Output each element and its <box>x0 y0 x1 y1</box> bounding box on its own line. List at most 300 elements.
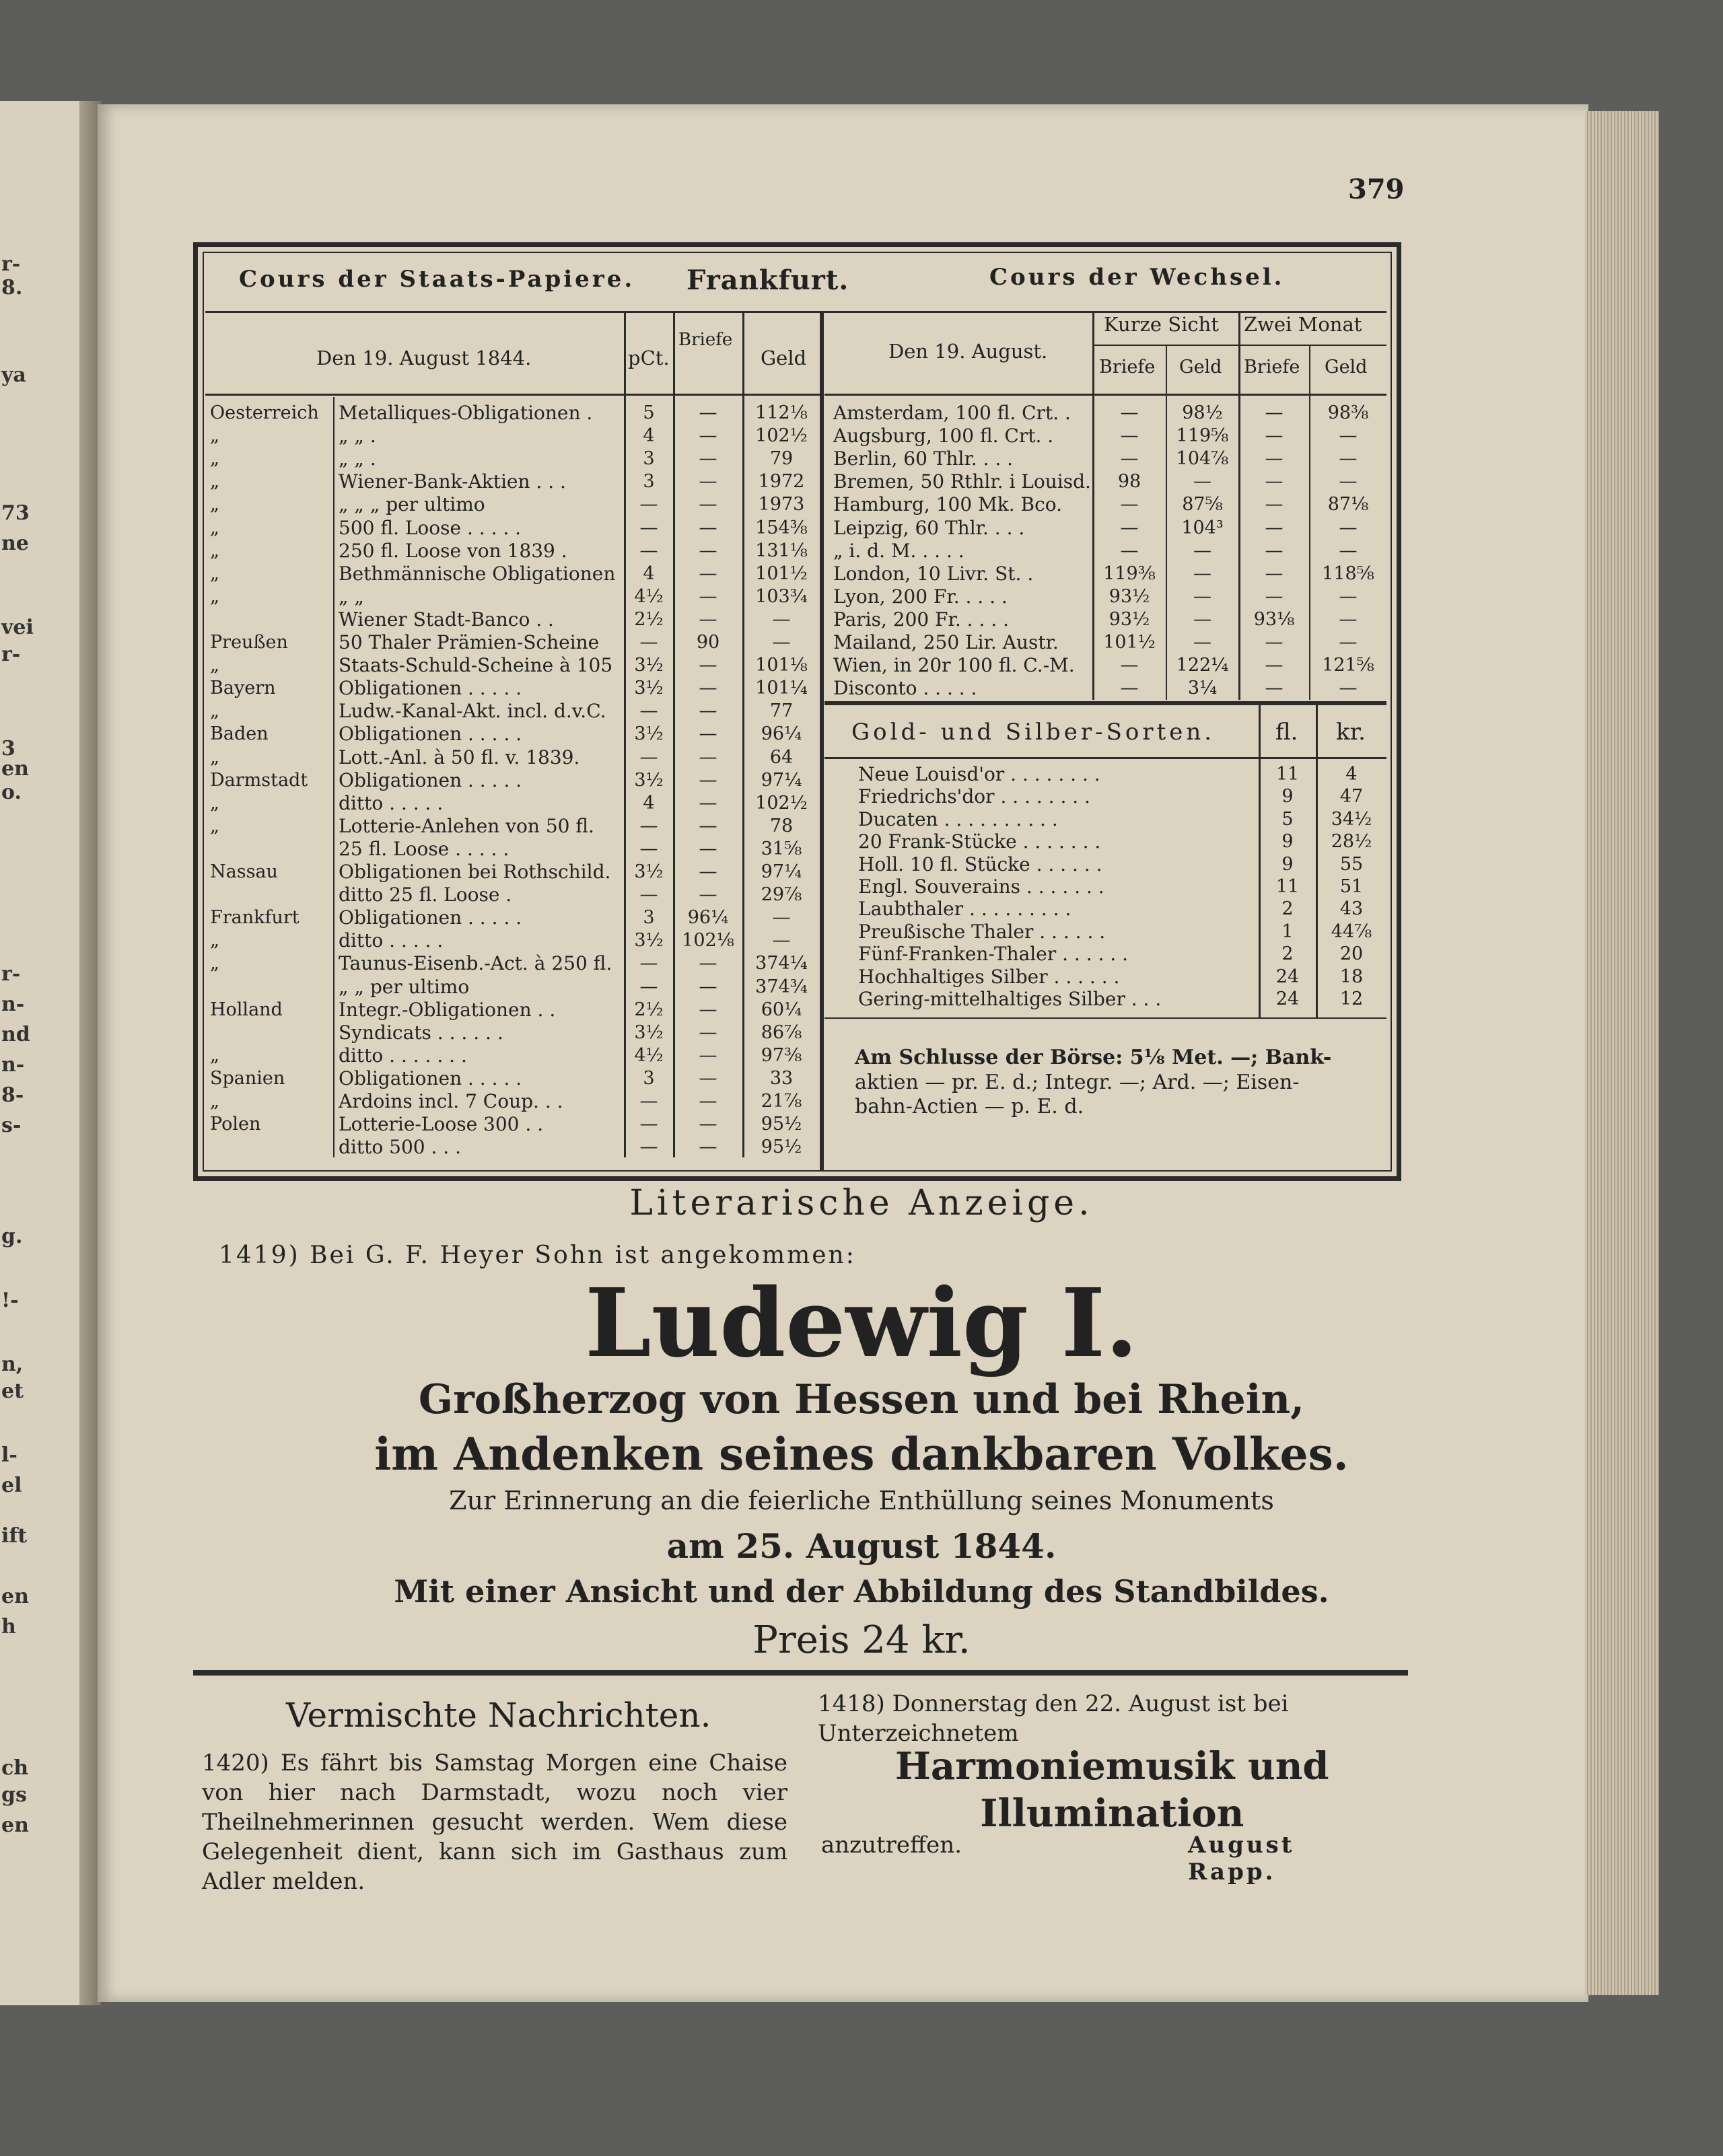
wechsel-kurze-geld-value: 104⅞ <box>1176 448 1229 469</box>
wechsel-zwei-briefe-value: — <box>1265 517 1284 538</box>
staats-col-geld: Geld <box>761 347 807 369</box>
sorten-name: Holl. 10 fl. Stücke . . . . . . <box>858 853 1102 875</box>
wechsel-zwei-briefe-value: — <box>1265 402 1284 423</box>
staats-name: Wiener-Bank-Aktien . . . <box>339 470 566 493</box>
wechsel-zwei-geld-value: — <box>1339 586 1358 607</box>
sorten-bottom-rule <box>824 1017 1386 1019</box>
sorten-col-kr: kr. <box>1336 719 1366 746</box>
wechsel-zwei-geld-value: 98⅜ <box>1327 402 1369 423</box>
table-divider <box>820 313 824 1171</box>
staats-name: Staats-Schuld-Scheine à 105 <box>339 654 613 676</box>
staats-briefe: — <box>699 976 717 997</box>
staats-pct: 3½ <box>634 861 664 882</box>
margin-fragment: l- <box>1 1443 17 1467</box>
staats-briefe: — <box>699 563 717 584</box>
staats-briefe: — <box>699 678 717 698</box>
wechsel-place: London, 10 Livr. St. . <box>833 563 1034 585</box>
margin-fragment: o. <box>1 781 22 804</box>
staats-country: Preußen <box>210 632 288 653</box>
staats-briefe: — <box>699 425 717 446</box>
staats-briefe: — <box>699 1091 717 1112</box>
margin-fragment: 3 <box>1 737 15 760</box>
staats-briefe: — <box>699 953 717 974</box>
sorten-fl: 24 <box>1275 966 1300 987</box>
staats-name: 50 Thaler Prämien-Scheine <box>339 631 600 653</box>
wechsel-kurze-geld-value: — <box>1193 471 1211 492</box>
ludewig-title: Ludewig I. <box>585 1268 1138 1379</box>
sorten-fl: 5 <box>1281 809 1294 830</box>
staats-geld: 112⅛ <box>755 402 808 423</box>
sorten-title: Gold- und Silber-Sorten. <box>851 719 1216 746</box>
staats-briefe: — <box>699 770 717 791</box>
staats-briefe: — <box>699 700 717 721</box>
staats-geld: 86⅞ <box>761 1022 802 1043</box>
wechsel-place: „ i. d. M. . . . . <box>833 540 964 562</box>
staats-briefe: — <box>699 609 717 630</box>
staats-briefe: — <box>699 402 717 423</box>
staats-country: Polen <box>210 1114 261 1135</box>
staats-name: Ludw.-Kanal-Akt. incl. d.v.C. <box>339 700 606 722</box>
announcement-signature: August Rapp. <box>1188 1832 1295 1885</box>
wechsel-zwei-briefe-value: — <box>1265 655 1284 676</box>
staats-briefe: — <box>699 816 717 836</box>
wechsel-zwei-briefe: Briefe <box>1244 357 1300 378</box>
staats-geld: 77 <box>769 700 794 721</box>
sorten-name: Preußische Thaler . . . . . . <box>858 921 1106 943</box>
staats-pct: 4½ <box>634 1045 664 1066</box>
staats-briefe: — <box>699 1022 717 1043</box>
staats-name: Ardoins incl. 7 Coup. . . <box>339 1090 563 1112</box>
staats-geld: — <box>772 930 791 951</box>
wechsel-zwei-geld-value: — <box>1339 540 1358 561</box>
staats-briefe: — <box>699 1137 717 1157</box>
staats-name: Obligationen . . . . . <box>339 906 522 929</box>
margin-fragment: en <box>1 1585 29 1608</box>
ludewig-subtitle-1: Großherzog von Hessen und bei Rhein, <box>418 1376 1305 1423</box>
staats-pct: 4 <box>643 563 655 584</box>
staats-geld: 79 <box>769 448 794 469</box>
staats-name: ditto . . . . . . . <box>339 1044 467 1067</box>
staats-pct: — <box>639 494 658 515</box>
staats-geld: 21⅞ <box>761 1091 802 1112</box>
literarische-line: 1419) Bei G. F. Heyer Sohn ist angekommen: <box>219 1242 856 1269</box>
sorten-name: Engl. Souverains . . . . . . . <box>858 875 1104 898</box>
wechsel-place: Augsburg, 100 fl. Crt. . <box>833 425 1054 447</box>
staats-pct: 4 <box>643 425 655 446</box>
sorten-kr: 55 <box>1339 854 1364 875</box>
staats-pct: 2½ <box>634 609 664 630</box>
staats-pct: — <box>639 838 658 859</box>
wechsel-place: Hamburg, 100 Mk. Bco. <box>833 493 1063 515</box>
ludewig-subtitle-2: im Andenken seines dankbaren Volkes. <box>374 1428 1349 1480</box>
staats-name: ditto 500 . . . <box>339 1136 461 1158</box>
wechsel-zwei-geld-value: 118⅝ <box>1322 563 1374 584</box>
staats-briefe: — <box>699 793 717 814</box>
staats-name: „ „ . <box>339 447 376 470</box>
staats-country: „ <box>210 540 219 561</box>
staats-pct: — <box>639 1091 658 1112</box>
margin-fragment: n, <box>1 1353 24 1376</box>
staats-name: 500 fl. Loose . . . . . <box>339 517 522 539</box>
margin-fragment: g. <box>1 1225 23 1248</box>
wechsel-kurze-briefe-value: — <box>1120 517 1139 538</box>
sorten-name: Neue Louisd'or . . . . . . . . <box>858 763 1100 785</box>
wechsel-kurze-geld-value: 122¼ <box>1176 655 1229 676</box>
wechsel-kurze-geld-value: — <box>1193 540 1211 561</box>
staats-pct: 4½ <box>634 586 664 607</box>
sorten-name: Ducaten . . . . . . . . . . <box>858 808 1058 830</box>
staats-pct: — <box>639 700 658 721</box>
sorten-fl: 1 <box>1281 921 1294 942</box>
staats-country: „ <box>210 700 219 721</box>
schluss-line-2: aktien — pr. E. d.; Integr. —; Ard. —; Eisen- <box>855 1071 1300 1094</box>
margin-fragment: nd <box>1 1023 30 1046</box>
wechsel-kurze-geld-value: 104³ <box>1181 517 1224 538</box>
margin-fragment: ya <box>1 363 26 387</box>
staats-pct: 3½ <box>634 770 664 791</box>
sorten-top-rule <box>824 701 1386 705</box>
wechsel-head-rule <box>824 394 1386 396</box>
staats-head-rule <box>205 394 823 396</box>
wechsel-zwei-geld-value: — <box>1339 517 1358 538</box>
staats-country: „ <box>210 655 219 676</box>
staats-name: 25 fl. Loose . . . . . <box>339 838 509 860</box>
wechsel-zwei-briefe-value: — <box>1265 425 1284 446</box>
wechsel-place: Mailand, 250 Lir. Austr. <box>833 631 1059 653</box>
sorten-kr: 51 <box>1339 876 1364 897</box>
sorten-name: Fünf-Franken-Thaler . . . . . . <box>858 943 1129 965</box>
staats-country: Bayern <box>210 678 276 698</box>
staats-briefe: 90 <box>696 632 720 653</box>
staats-geld: 374¼ <box>755 953 808 974</box>
section-rule <box>193 1670 1408 1676</box>
staats-country: „ <box>210 494 219 515</box>
staats-briefe: — <box>699 838 717 859</box>
staats-geld: 95½ <box>761 1114 802 1135</box>
wechsel-place: Paris, 200 Fr. . . . . <box>833 608 1009 631</box>
staats-country: Spanien <box>210 1068 285 1089</box>
wechsel-kurze-briefe-value: — <box>1120 655 1139 676</box>
wechsel-kurze-sicht: Kurze Sicht <box>1104 313 1219 336</box>
wechsel-kurze-geld-value: — <box>1193 609 1211 630</box>
wechsel-kurze-geld-value: 98½ <box>1182 402 1223 423</box>
sorten-name: Friedrichs'dor . . . . . . . . <box>858 785 1090 807</box>
staats-name: Taunus-Eisenb.-Act. à 250 fl. <box>339 952 612 974</box>
ludewig-date: am 25. August 1844. <box>666 1526 1057 1566</box>
staats-name: Lott.-Anl. à 50 fl. v. 1839. <box>339 746 580 768</box>
staats-geld: 95½ <box>761 1137 802 1157</box>
sorten-kr: 44⅞ <box>1331 921 1372 942</box>
staats-country: „ <box>210 586 219 607</box>
staats-date-header: Den 19. August 1844. <box>316 347 532 369</box>
staats-pct: 3½ <box>634 723 664 744</box>
staats-name: ditto . . . . . <box>339 929 444 951</box>
staats-name: ditto 25 fl. Loose . <box>339 884 512 906</box>
staats-geld: 101¼ <box>755 678 808 698</box>
staats-geld: 102½ <box>755 425 808 446</box>
staats-pct: — <box>639 976 658 997</box>
announcement-tail-text: anzutreffen. <box>821 1832 962 1859</box>
wechsel-zwei-geld-value: — <box>1339 448 1358 469</box>
wechsel-kurze-geld-value: 87⅝ <box>1182 494 1223 515</box>
staats-country: „ <box>210 1045 219 1066</box>
margin-fragment: h <box>1 1615 16 1639</box>
wechsel-zwei-geld-value: — <box>1339 425 1358 446</box>
wechsel-zwei-geld: Geld <box>1325 357 1368 378</box>
header-staats: Cours der Staats-Papiere. <box>239 266 635 293</box>
staats-pct: — <box>639 884 658 905</box>
wechsel-place: Berlin, 60 Thlr. . . . <box>833 447 1014 470</box>
announcement-tail <box>821 1832 1373 1885</box>
wechsel-zwei-geld-value: — <box>1339 678 1358 698</box>
staats-geld: 96¼ <box>761 723 802 744</box>
staats-country: „ <box>210 793 219 814</box>
staats-pct: — <box>639 747 658 768</box>
staats-geld: 97¼ <box>761 770 802 791</box>
staats-geld: 64 <box>769 747 794 768</box>
sorten-name: 20 Frank-Stücke . . . . . . . <box>858 830 1101 853</box>
wechsel-place: Bremen, 50 Rthlr. i Louisd. <box>833 470 1091 493</box>
staats-country: Oesterreich <box>210 402 319 423</box>
wechsel-kurze-briefe-value: — <box>1120 448 1139 469</box>
margin-fragment: 8. <box>1 276 23 299</box>
staats-name: Integr.-Obligationen . . <box>339 999 556 1021</box>
staats-name: „ „ per ultimo <box>339 976 470 998</box>
staats-briefe: — <box>699 999 717 1020</box>
wechsel-zwei-geld-value: — <box>1339 632 1358 653</box>
wechsel-kurze-briefe-value: 119⅜ <box>1103 563 1156 584</box>
staats-name: Bethmännische Obligationen <box>339 563 616 585</box>
staats-name: Obligationen bei Rothschild. <box>339 861 611 883</box>
staats-briefe: — <box>699 540 717 561</box>
margin-fragment: n- <box>1 1053 25 1077</box>
staats-col-pct: pCt. <box>628 347 670 369</box>
staats-geld: — <box>772 609 791 630</box>
staats-country: Darmstadt <box>210 770 308 791</box>
staats-country: „ <box>210 517 219 538</box>
wechsel-zwei-briefe-value: — <box>1265 471 1284 492</box>
staats-pct: 3½ <box>634 655 664 676</box>
sorten-kr: 20 <box>1339 943 1364 964</box>
wechsel-zwei-briefe-value: — <box>1265 632 1284 653</box>
staats-geld: 374¾ <box>755 976 808 997</box>
staats-geld: — <box>772 632 791 653</box>
sorten-kr: 4 <box>1345 764 1358 785</box>
staats-briefe: — <box>699 517 717 538</box>
staats-name: Obligationen . . . . . <box>339 677 522 699</box>
sorten-name: Hochhaltiges Silber . . . . . . <box>858 966 1120 988</box>
staats-country: Nassau <box>210 861 278 882</box>
ludewig-subtitle-5: Mit einer Ansicht und der Abbildung des Standbildes. <box>394 1573 1329 1610</box>
staats-geld: 29⅞ <box>761 884 802 905</box>
sorten-head-rule <box>824 757 1386 759</box>
sorten-kr: 43 <box>1339 898 1364 919</box>
wechsel-col-sep-4 <box>1309 345 1310 700</box>
margin-fragment: ch <box>1 1756 29 1780</box>
margin-fragment: ne <box>1 532 29 555</box>
staats-briefe: — <box>699 1045 717 1066</box>
sorten-name: Gering-mittelhaltiges Silber . . . <box>858 988 1162 1010</box>
vermischte-title: Vermischte Nachrichten. <box>286 1696 711 1735</box>
wechsel-zwei-briefe-value: — <box>1265 586 1284 607</box>
wechsel-kurze-geld-value: 3¼ <box>1187 678 1218 698</box>
sorten-fl: 11 <box>1275 876 1300 897</box>
wechsel-place: Wien, in 20r 100 fl. C.-M. <box>833 654 1075 676</box>
wechsel-zwei-geld-value: 121⅝ <box>1322 655 1374 676</box>
staats-geld: 101⅛ <box>755 655 808 676</box>
staats-pct: — <box>639 517 658 538</box>
wechsel-kurze-geld-value: 119⅝ <box>1176 425 1229 446</box>
wechsel-kurze-briefe: Briefe <box>1099 357 1156 378</box>
literarische-title: Literarische Anzeige. <box>629 1183 1094 1223</box>
sorten-fl: 9 <box>1281 786 1294 807</box>
schluss-line-1: Am Schlusse der Börse: 5⅛ Met. —; Bank- <box>855 1046 1332 1069</box>
staats-country: „ <box>210 448 219 469</box>
staats-pct: — <box>639 953 658 974</box>
staats-geld: 103¾ <box>755 586 808 607</box>
wechsel-zwei-briefe-value: — <box>1265 540 1284 561</box>
announcement-intro: 1418) Donnerstag den 22. August ist bei Unterzeichnetem <box>818 1690 1289 1747</box>
sorten-fl: 24 <box>1275 989 1300 1009</box>
sorten-fl: 2 <box>1281 898 1294 919</box>
sorten-kr: 28½ <box>1331 831 1372 852</box>
wechsel-kurze-briefe-value: — <box>1120 425 1139 446</box>
staats-pct: 4 <box>643 793 655 814</box>
wechsel-place: Lyon, 200 Fr. . . . . <box>833 585 1008 608</box>
staats-briefe: — <box>699 1068 717 1089</box>
header-frankfurt: Frankfurt. <box>687 264 849 296</box>
wechsel-kurze-geld: Geld <box>1179 357 1222 378</box>
wechsel-zwei-geld-value: — <box>1339 609 1358 630</box>
staats-pct: 3 <box>643 448 655 469</box>
schluss-line-3: bahn-Actien — p. E. d. <box>855 1095 1084 1118</box>
staats-pct: 3½ <box>634 1022 664 1043</box>
staats-pct: — <box>639 540 658 561</box>
staats-geld: 101½ <box>755 563 808 584</box>
staats-briefe: — <box>699 494 717 515</box>
margin-fragment: r- <box>1 962 21 986</box>
wechsel-col-sep-2 <box>1166 345 1167 700</box>
staats-country: „ <box>210 930 219 951</box>
margin-fragment: en <box>1 1813 29 1837</box>
staats-pct: 3 <box>643 907 655 928</box>
wechsel-place: Leipzig, 60 Thlr. . . . <box>833 517 1025 539</box>
margin-fragment: 8- <box>1 1083 24 1107</box>
staats-pct: — <box>639 1137 658 1157</box>
margin-fragment: r- <box>1 643 21 666</box>
staats-geld: 131⅛ <box>755 540 808 561</box>
ludewig-price: Preis 24 kr. <box>752 1618 971 1662</box>
staats-name: Obligationen . . . . . <box>339 723 522 745</box>
staats-name: Wiener Stadt-Banco . . <box>339 608 554 631</box>
sorten-kr: 12 <box>1339 989 1364 1009</box>
sorten-kr: 34½ <box>1331 809 1372 830</box>
staats-geld: 154⅜ <box>755 517 808 538</box>
staats-geld: 1973 <box>758 494 805 515</box>
staats-name: Lotterie-Anlehen von 50 fl. <box>339 815 594 837</box>
wechsel-zwei-monat: Zwei Monat <box>1244 313 1362 336</box>
sorten-fl: 9 <box>1281 854 1294 875</box>
staats-pct: — <box>639 816 658 836</box>
sorten-col-fl: fl. <box>1275 719 1298 746</box>
wechsel-zwei-briefe-value: — <box>1265 563 1284 584</box>
staats-briefe: — <box>699 861 717 882</box>
staats-pct: 3 <box>643 471 655 492</box>
staats-country: „ <box>210 953 219 974</box>
staats-country: „ <box>210 747 219 768</box>
staats-briefe: — <box>699 723 717 744</box>
wechsel-zwei-geld-value: 87⅛ <box>1327 494 1369 515</box>
margin-fragment: n- <box>1 993 25 1016</box>
wechsel-kurze-briefe-value: — <box>1120 678 1139 698</box>
staats-geld: 33 <box>769 1068 794 1089</box>
staats-pct: 3 <box>643 1068 655 1089</box>
wechsel-kurze-briefe-value: — <box>1120 540 1139 561</box>
wechsel-date-header: Den 19. August. <box>888 340 1048 363</box>
staats-country: „ <box>210 425 219 446</box>
sorten-fl: 2 <box>1281 943 1294 964</box>
staats-briefe: — <box>699 471 717 492</box>
announcement-headline: Harmoniemusik und Illumination <box>895 1744 1329 1836</box>
wechsel-zwei-briefe-value: — <box>1265 678 1284 698</box>
staats-geld: 97¼ <box>761 861 802 882</box>
staats-country: „ <box>210 816 219 836</box>
wechsel-zwei-briefe-value: — <box>1265 448 1284 469</box>
staats-name: Obligationen . . . . . <box>339 769 522 791</box>
sorten-name: Laubthaler . . . . . . . . . <box>858 898 1071 920</box>
staats-pct: — <box>639 632 658 653</box>
sorten-fl: 9 <box>1281 831 1294 852</box>
staats-country: Holland <box>210 999 283 1020</box>
staats-geld: 102½ <box>755 793 808 814</box>
margin-fragment: !- <box>1 1289 19 1312</box>
sorten-kr: 47 <box>1339 786 1364 807</box>
staats-name: Lotterie-Loose 300 . . <box>339 1113 544 1135</box>
staats-name: Syndicats . . . . . . <box>339 1021 503 1044</box>
wechsel-kurze-briefe-value: 101½ <box>1103 632 1156 653</box>
staats-geld: 97⅜ <box>761 1045 802 1066</box>
vermischte-body: 1420) Es fährt bis Samstag Morgen eine Chaise von hier nach Darmstadt, wozu noch vier Theilnehmerinnen gesucht werden. Wem diese Gelegenheit dient, kann sich im Gasthaus zum Adler melden. <box>202 1750 787 1895</box>
margin-fragment: ift <box>1 1524 28 1548</box>
wechsel-kurze-briefe-value: 93½ <box>1109 586 1150 607</box>
staats-name: „ „ . <box>339 425 376 447</box>
staats-pct: — <box>639 1114 658 1135</box>
margin-fragment: el <box>1 1474 22 1497</box>
margin-fragment: r- <box>1 252 21 276</box>
staats-name: Metalliques-Obligationen . <box>339 402 593 424</box>
staats-briefe: — <box>699 884 717 905</box>
staats-country: „ <box>210 471 219 492</box>
sorten-fl: 11 <box>1275 764 1300 785</box>
page-edges <box>1585 111 1659 1995</box>
staats-country: Baden <box>210 723 269 744</box>
staats-briefe: — <box>699 747 717 768</box>
staats-country: „ <box>210 1091 219 1112</box>
staats-geld: 31⅝ <box>761 838 802 859</box>
margin-fragment: et <box>1 1379 24 1403</box>
staats-geld: 1972 <box>758 471 805 492</box>
staats-country: „ <box>210 563 219 584</box>
header-wechsel: Cours der Wechsel. <box>989 264 1285 291</box>
wechsel-kurze-geld-value: — <box>1193 632 1211 653</box>
staats-pct: 5 <box>643 402 655 423</box>
staats-geld: 78 <box>769 816 794 836</box>
wechsel-place: Disconto . . . . . <box>833 677 977 699</box>
wechsel-place: Amsterdam, 100 fl. Crt. . <box>833 402 1071 424</box>
wechsel-kurze-briefe-value: 98 <box>1117 471 1141 492</box>
ludewig-subtitle-3: Zur Erinnerung an die feierliche Enthüllung seines Monuments <box>449 1486 1274 1515</box>
wechsel-zwei-briefe-value: 93⅛ <box>1253 609 1295 630</box>
